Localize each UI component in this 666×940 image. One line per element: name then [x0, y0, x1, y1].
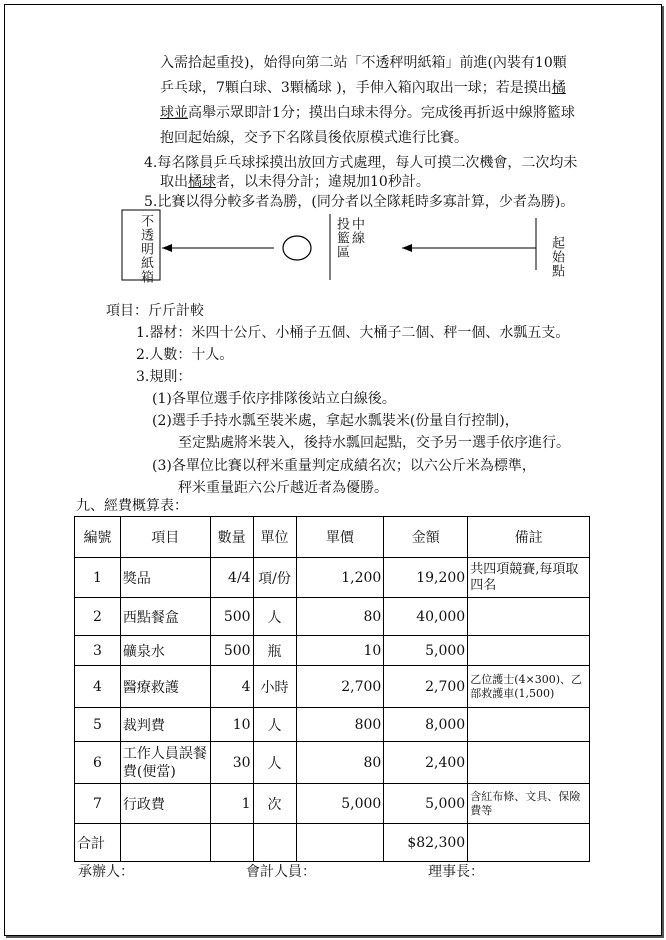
- cell-no: 5: [75, 708, 121, 742]
- cell-item: 西點餐盒: [120, 598, 210, 636]
- handler-label: 承辦人：: [78, 864, 134, 880]
- cell-item: 礦泉水: [120, 636, 210, 666]
- cell-unit: 次: [253, 784, 296, 824]
- table-row: [75, 636, 590, 666]
- cell-note: 乙位護士(4×300)、乙部救護車(1,500): [468, 666, 590, 708]
- cell-item: 行政費: [120, 784, 210, 824]
- cell-no: 2: [75, 598, 121, 636]
- cell-item: 獎品: [120, 558, 210, 598]
- header-unit: 單位: [253, 517, 296, 558]
- arrow-left-head: [162, 244, 172, 252]
- underline-ball: 球並: [160, 105, 188, 121]
- table-row: [75, 598, 590, 636]
- cell-no: 1: [75, 558, 121, 598]
- underline-orange: 橘: [551, 80, 566, 96]
- cell-amount: 5,000: [384, 636, 468, 666]
- cell-note: 共四項競賽,每項取四名: [468, 558, 590, 598]
- cell-no: 6: [75, 742, 121, 784]
- equipment: 1.器材：米四十公斤、小桶子五個、大桶子二個、秤一個、水瓢五支。: [136, 325, 570, 341]
- cell-price: 2,700: [296, 666, 384, 708]
- rules-line-1: 入需拾起重投)，始得向第二站「不透秤明紙箱」前進(內裝有10顆: [160, 55, 567, 71]
- cell-unit: 瓶: [253, 636, 296, 666]
- rules-line-3: 球並高舉示眾即計1分；摸出白球未得分。完成後再折返中線將籃球: [160, 105, 575, 121]
- table-row: [75, 558, 590, 598]
- total-label: 合計: [75, 824, 121, 862]
- table-row: [75, 784, 590, 824]
- cell-qty: 30: [210, 742, 253, 784]
- table-row: [75, 742, 590, 784]
- section-title: 項目：斤斤計較: [106, 303, 204, 319]
- cell-price: 5,000: [296, 784, 384, 824]
- total-empty-1: [120, 824, 210, 862]
- mid-label-1: 中線: [349, 217, 364, 245]
- cell-amount: 19,200: [384, 558, 468, 598]
- cell-price: 10: [296, 636, 384, 666]
- rule-2a: (2)選手手持水瓢至裝米處，拿起水瓢裝米(份量自行控制)，: [152, 413, 519, 429]
- rules-line-2: 乒乓球，7顆白球、3顆橘球 )，手伸入箱內取出一球；若是摸出橘: [160, 80, 566, 96]
- total-empty-2: [210, 824, 253, 862]
- cell-note: [468, 598, 590, 636]
- header-no: 編號: [75, 517, 121, 558]
- accountant-label: 會計人員：: [246, 864, 316, 880]
- header-amount: 金額: [384, 517, 468, 558]
- cell-unit: 項/份: [253, 558, 296, 598]
- box-label: 不透明紙箱: [138, 214, 153, 284]
- rules-line-4: 抱回起始線，交予下名隊員後依原模式進行比賽。: [160, 130, 468, 146]
- header-note: 備註: [468, 517, 590, 558]
- rule-2b: 至定點處將米裝入，後持水瓢回起點，交予另一選手依序進行。: [178, 435, 570, 451]
- rule-3a: (3)各單位比賽以秤米重量判定成績名次；以六公斤米為標準，: [152, 458, 536, 474]
- cell-qty: 4/4: [210, 558, 253, 598]
- total-empty-5: [468, 824, 590, 862]
- cell-amount: 40,000: [384, 598, 468, 636]
- cell-price: 1,200: [296, 558, 384, 598]
- rule-5: 5.比賽以得分較多者為勝，(同分者以全隊耗時多寡計算，少者為勝)。: [144, 194, 575, 210]
- cell-qty: 500: [210, 598, 253, 636]
- cell-no: 3: [75, 636, 121, 666]
- cell-item: 工作人員誤餐費(便當): [120, 742, 210, 784]
- cell-amount: 2,700: [384, 666, 468, 708]
- header-item: 項目: [120, 517, 210, 558]
- cell-note: 含紅布條、文具、保險費等: [468, 784, 590, 824]
- start-label: 起始點: [549, 236, 564, 278]
- table-row: [75, 666, 590, 708]
- chairman-label: 理事長：: [428, 864, 484, 880]
- cell-qty: 1: [210, 784, 253, 824]
- total-empty-4: [296, 824, 384, 862]
- rule-3b: 秤米重量距六公斤越近者為優勝。: [178, 480, 388, 496]
- cell-note: [468, 636, 590, 666]
- cell-note: [468, 708, 590, 742]
- header-price: 單價: [296, 517, 384, 558]
- cell-unit: 人: [253, 598, 296, 636]
- cell-qty: 500: [210, 636, 253, 666]
- budget-title: 九、經費概算表：: [76, 498, 188, 514]
- total-row: [75, 824, 590, 862]
- cell-item: 醫療救護: [120, 666, 210, 708]
- cell-no: 4: [75, 666, 121, 708]
- cell-amount: 5,000: [384, 784, 468, 824]
- table-row: [75, 708, 590, 742]
- rules-heading: 3.規則：: [136, 369, 192, 385]
- rule-1: (1)各單位選手依序排隊後站立白線後。: [152, 391, 396, 407]
- rule-4-line-a: 4.每名隊員乒乓球採摸出放回方式處理，每人可摸二次機會，二次均未: [144, 155, 578, 171]
- header-qty: 數量: [210, 517, 253, 558]
- cell-no: 7: [75, 784, 121, 824]
- mid-label-2: 投籃區: [334, 217, 349, 259]
- cell-unit: 人: [253, 708, 296, 742]
- cell-unit: 小時: [253, 666, 296, 708]
- arrow-right-head: [402, 244, 412, 252]
- cell-unit: 人: [253, 742, 296, 784]
- ball-circle: [283, 236, 311, 260]
- cell-price: 800: [296, 708, 384, 742]
- underline-orange-ball: 橘球: [188, 174, 216, 190]
- rule-4-line-b: 取出橘球者，以未得分計；違規加10秒計。: [160, 174, 430, 190]
- cell-amount: 8,000: [384, 708, 468, 742]
- table-header-row: [75, 517, 590, 558]
- cell-qty: 10: [210, 708, 253, 742]
- cell-amount: 2,400: [384, 742, 468, 784]
- cell-qty: 4: [210, 666, 253, 708]
- total-amount: $82,300: [384, 824, 468, 862]
- cell-price: 80: [296, 598, 384, 636]
- total-empty-3: [253, 824, 296, 862]
- cell-note: [468, 742, 590, 784]
- headcount: 2.人數：十人。: [136, 347, 234, 363]
- budget-table: [74, 516, 590, 862]
- cell-price: 80: [296, 742, 384, 784]
- cell-item: 裁判費: [120, 708, 210, 742]
